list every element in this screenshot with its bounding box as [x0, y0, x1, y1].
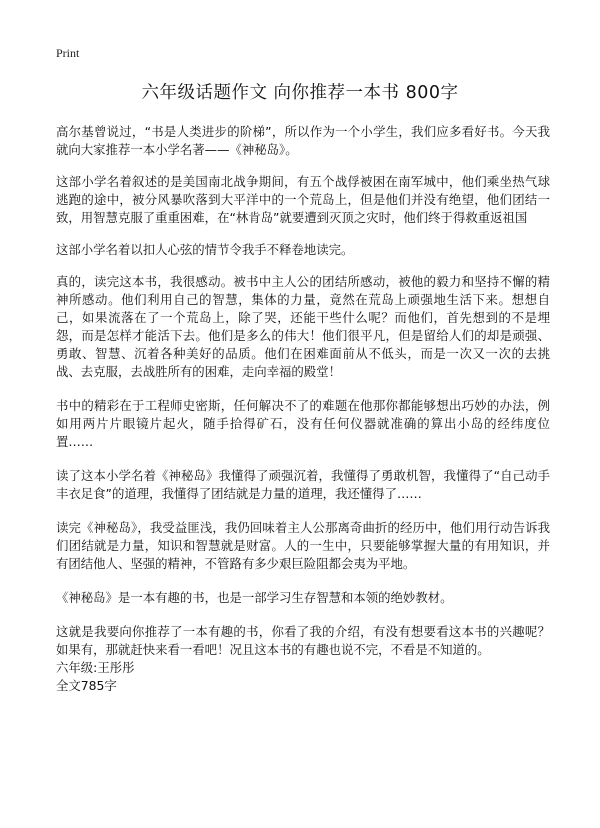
paragraph-summary: 这部小学名着叙述的是美国南北战争期间，有五个战俘被困在南军城中，他们乘坐热气球逃跑的途中，被分风暴吹落到大平洋中的一个荒岛上，但是他们并没有绝望，他们团结一致，用智慧克服了重重困难，在“林肯岛”就要遭到灭顶之灾时，他们终于得救重返祖国 [56, 174, 550, 225]
paragraph-highlight: 书中的精彩在于工程师史密斯，任何解决不了的难题在他那你都能够想出巧妙的办法，例如用两片片眼镜片起火，随手拾得矿石，没有任何仪器就准确的算出小岛的经纬度位置…… [56, 398, 550, 449]
author-line: 六年级:王彤彤 [56, 660, 135, 675]
print-link[interactable]: Print [56, 46, 80, 60]
paragraph-lessons: 读了这本小学名着《神秘岛》我懂得了顽强沉着，我懂得了勇敢机智，我懂得了“自己动手丰衣足食”的道理，我懂得了团结就是力量的道理，我还懂得了…… [56, 468, 550, 501]
paragraph-feelings: 真的，读完这本书，我很感动。被书中主人公的团结所感动，被他的毅力和坚持不懈的精神所感动。他们利用自己的智慧，集体的力量，竟然在荒岛上顽强地生活下来。想想自己，如果流落在了一个荒岛上，除了哭，还能干些什么呢？而他们，首先想到的不是埋怨，而是怎样才能活下去。他们是多么的伟大！他们很平凡，但是留给人们的却是顽强、勇敢、智慧、沉着各种美好的品质。他们在困难面前从不低头，而是一次又一次的去挑战、去克服，去战胜所有的困难，走向幸福的殿堂！ [56, 274, 550, 379]
article-body [56, 123, 550, 695]
paragraph-reflection: 读完《神秘岛》，我受益匪浅，我仍回味着主人公那离奇曲折的经历中，他们用行动告诉我们团结就是力量，知识和智慧就是财富。人的一生中，只要能够掌握大量的有用知识，并有团结他人、坚强的精神，不管路有多少艰巨险阻都会夷为平地。 [56, 520, 550, 571]
paragraph-intro: 高尔基曾说过，“书是人类进步的阶梯”，所以作为一个小学生，我们应多看好书。今天我就向大家推荐一本小学名著——《神秘岛》。 [56, 124, 550, 157]
paragraph-evaluation: 《神秘岛》是一本有趣的书，也是一部学习生存智慧和本领的绝妙教材。 [56, 590, 453, 605]
paragraph-conclusion: 这就是我要向你推荐了一本有趣的书，你看了我的介绍，有没有想要看这本书的兴趣呢？如果有，那就赶快来看一看吧！况且这本书的有趣也说不完，不看是不知道的。 [56, 624, 550, 657]
word-count: 全文785字 [56, 678, 117, 693]
paragraph-impression: 这部小学名着以扣人心弦的情节令我手不释卷地读完。 [56, 242, 354, 257]
page-title: 六年级话题作文 向你推荐一本书 800字 [141, 83, 459, 103]
